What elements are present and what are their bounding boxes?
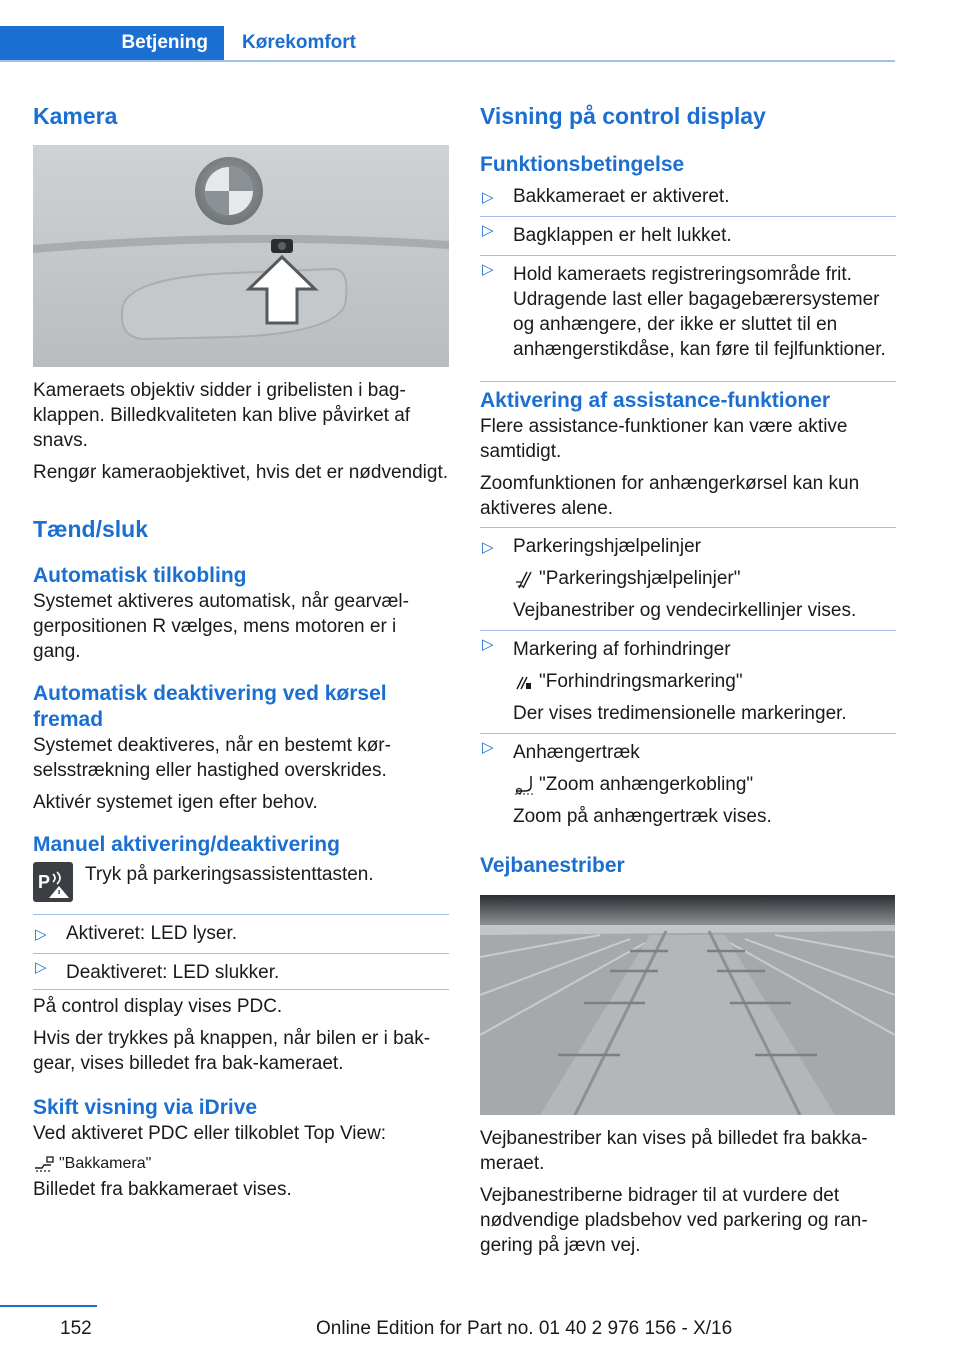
heading-manuel-aktivering: Manuel aktivering/deaktivering (33, 833, 340, 856)
heading-aktivering: Aktivering af assistance-funktioner (480, 381, 896, 414)
heading-automatisk-deaktivering: Automatisk deaktivering ved kørsel fremad (33, 682, 387, 731)
list-item: ▷ Parkeringshjælpelinjer "Parkeringshjælpelinjer" Vejbanestriber og vendecirkellinjer vises. (482, 536, 857, 621)
skift-menu-label[interactable]: "Bakkamera" (59, 1155, 152, 1172)
camera-photo (33, 145, 449, 367)
manuel-list (33, 914, 449, 985)
triangle-bullet-icon: ▷ (482, 539, 494, 556)
list-item: ▷ Aktiveret: LED lyser. (33, 921, 449, 946)
triangle-bullet-icon: ▷ (482, 189, 494, 206)
assist-menu-label[interactable]: "Zoom anhængerkobling" (539, 774, 754, 795)
triangle-bullet-icon: ▷ (35, 959, 47, 976)
assist-menu-label[interactable]: "Parkeringshjælpelinjer" (539, 568, 741, 589)
triangle-bullet-icon: ▷ (482, 636, 494, 653)
assist-list (480, 527, 896, 829)
manuel-paragraph-3: Hvis der trykkes på knappen, når bilen er i bakgear, vises billedet fra bak-kameraet. (33, 1028, 431, 1074)
triangle-bullet-icon: ▷ (35, 926, 47, 943)
edition-text: Online Edition for Part no. 01 40 2 976 156 - X/16 (316, 1318, 733, 1339)
page-number: 152 (60, 1318, 92, 1339)
triangle-bullet-icon: ▷ (482, 222, 494, 239)
parking-lines-icon (513, 568, 535, 590)
obstacle-marking-icon (513, 671, 535, 693)
aktivering-paragraph-2: Zoomfunktionen for anhængerkørsel kan kun aktiveres alene. (480, 473, 860, 519)
funktion-list (480, 184, 896, 362)
manuel-paragraph-2: På control display vises PDC. (33, 989, 449, 1019)
tab-divider (0, 60, 895, 62)
heading-kamera: Kamera (33, 103, 118, 129)
manuel-instruction (33, 862, 449, 914)
svg-text:P: P (38, 872, 51, 892)
heading-visning: Visning på control display (480, 103, 766, 129)
kamera-paragraph-1: Kameraets objektiv sidder i gribelisten i bagklappen. Billedkvaliteten kan blive påvirket af snavs. (33, 380, 411, 451)
vejbane-paragraph-2: Vejbanestriberne bidrager til at vurdere det nødvendige pladsbehov ved parkering og rangering på jævn vej. (480, 1185, 868, 1256)
rear-camera-icon (33, 1153, 55, 1175)
heading-taend-sluk: Tænd/sluk (33, 516, 149, 542)
aktivering-paragraph-1: Flere assistance-funktioner kan være aktive samtidigt. (480, 416, 848, 462)
trailer-hitch-icon (513, 774, 535, 796)
auto-deakt-paragraph-2: Aktivér systemet igen efter behov. (33, 792, 318, 813)
auto-deakt-paragraph-1: Systemet deaktiveres, når en bestemt kørselsstrækning eller hastighed overskrides. (33, 735, 391, 781)
left-column (33, 102, 449, 1202)
list-item: ▷ Deaktiveret: LED slukker. (33, 953, 449, 985)
section-tabs (0, 26, 895, 60)
right-column (480, 102, 896, 1258)
heading-automatisk-tilkobling: Automatisk tilkobling (33, 564, 247, 587)
triangle-bullet-icon: ▷ (482, 739, 494, 756)
list-item: ▷ Bakkameraet er aktiveret. (480, 184, 896, 209)
manuel-paragraph: Tryk på parkeringsassistenttasten. (85, 864, 374, 885)
auto-tilkobling-paragraph: Systemet aktiveres automatisk, når gearvælgerpositionen R vælges, mens motoren er i gang. (33, 591, 409, 662)
vejbane-paragraph-1: Vejbanestriber kan vises på billedet fra bakkameraet. (480, 1128, 868, 1174)
lane-lines-image (480, 895, 895, 1115)
skift-paragraph-1: Ved aktiveret PDC eller tilkoblet Top View: (33, 1123, 387, 1144)
skift-paragraph-2: Billedet fra bakkameraet vises. (33, 1179, 292, 1200)
list-item: ▷ Bagklappen er helt lukket. (480, 216, 896, 248)
tab-koerekomfort[interactable]: Kørekomfort (242, 32, 357, 53)
assist-menu-label[interactable]: "Forhindringsmarkering" (539, 671, 743, 692)
kamera-paragraph-2: Rengør kameraobjektivet, hvis det er nødvendigt. (33, 462, 449, 483)
footer-rule (0, 1305, 97, 1307)
heading-skift-visning: Skift visning via iDrive (33, 1096, 258, 1119)
skift-menu-line (33, 1153, 449, 1175)
heading-funktionsbetingelse: Funktionsbetingelse (480, 153, 685, 176)
heading-vejbanestriber: Vejbanestriber (480, 854, 625, 877)
list-item: ▷ Markering af forhindringer "Forhindringsmarkering" Der vises tredimensionelle markeringer. (480, 630, 896, 726)
parking-assist-button-icon (33, 862, 73, 902)
tab-betjening[interactable]: Betjening (0, 26, 224, 60)
list-item: ▷ Anhængertræk "Zoom anhængerkobling" Zoom på anhængertræk vises. (480, 733, 896, 829)
triangle-bullet-icon: ▷ (482, 261, 494, 278)
list-item: ▷ Hold kameraets registreringsområde frit. Udragende last eller bagagebærersystemer og anhængere, der ikke er sluttet til en anhængerstikdåse, kan føre til fejlfunktioner. (480, 255, 896, 362)
